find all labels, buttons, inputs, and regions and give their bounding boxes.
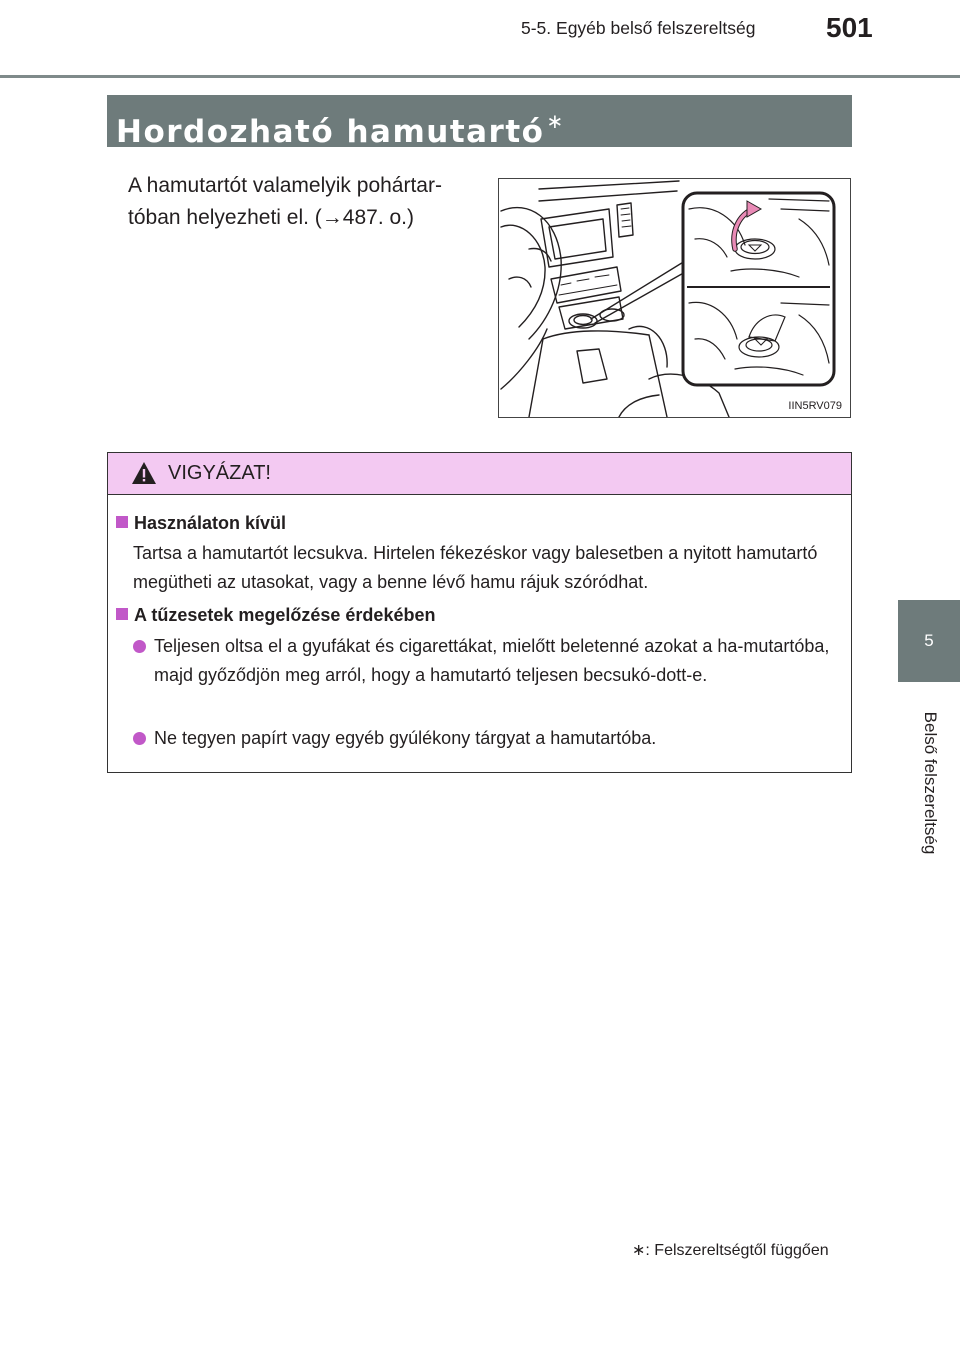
- chapter-tab: 5: [898, 600, 960, 682]
- caution-heading-text: Használaton kívül: [134, 513, 287, 533]
- warning-triangle-icon: [131, 461, 157, 485]
- header-divider: [0, 75, 960, 78]
- chapter-label-text: Belső felszereltség: [921, 711, 940, 855]
- caution-bullet-extinguish: [133, 632, 843, 690]
- page-title: Hordozható hamutartó: [116, 114, 545, 150]
- round-bullet-icon: [133, 640, 146, 653]
- caution-heading-fire: [116, 605, 435, 626]
- caution-box: [107, 452, 852, 773]
- square-bullet-icon: [116, 608, 128, 620]
- round-bullet-icon: [133, 732, 146, 745]
- caution-header: [108, 453, 851, 495]
- footnote-marker: ∗: [632, 1242, 646, 1259]
- figure-code: IIN5RV079: [788, 400, 842, 412]
- section-title-bar: [107, 95, 852, 150]
- caution-label: VIGYÁZAT!: [168, 462, 271, 484]
- intro-paragraph: A hamutartót valamelyik pohártar-tóban helyezheti el. (→487. o.): [128, 174, 442, 229]
- bullet-text: Teljesen oltsa el a gyufákat és cigarettákat, mielőtt beletenné azokat a ha-mutartóba, majd győződjön meg arról, hogy a hamutartó teljesen becsukó-dott-e.: [154, 636, 830, 685]
- caution-heading-unused: [116, 513, 286, 534]
- header-section-title: 5-5. Egyéb belső felszereltség: [521, 18, 756, 38]
- caution-text-unused: Tartsa a hamutartót lecsukva. Hirtelen fékezéskor vagy balesetben a nyitott hamutartó megütheti az utasokat, vagy a benne lévő hamu rájuk szóródhat.: [133, 543, 818, 592]
- ashtray-illustration: [498, 178, 851, 418]
- page-number: 501: [826, 12, 873, 43]
- bullet-text: Ne tegyen papírt vagy egyéb gyúlékony tárgyat a hamutartóba.: [154, 728, 657, 748]
- square-bullet-icon: [116, 516, 128, 528]
- optional-equipment-marker: ∗: [546, 109, 565, 133]
- dashboard-ashtray-drawing: [499, 179, 850, 417]
- footnote: [632, 1240, 829, 1260]
- caution-bullet-flammable: [133, 724, 843, 753]
- caution-heading-text: A tűzesetek megelőzése érdekében: [134, 605, 436, 625]
- footnote-text: : Felszereltségtől függően: [645, 1242, 829, 1259]
